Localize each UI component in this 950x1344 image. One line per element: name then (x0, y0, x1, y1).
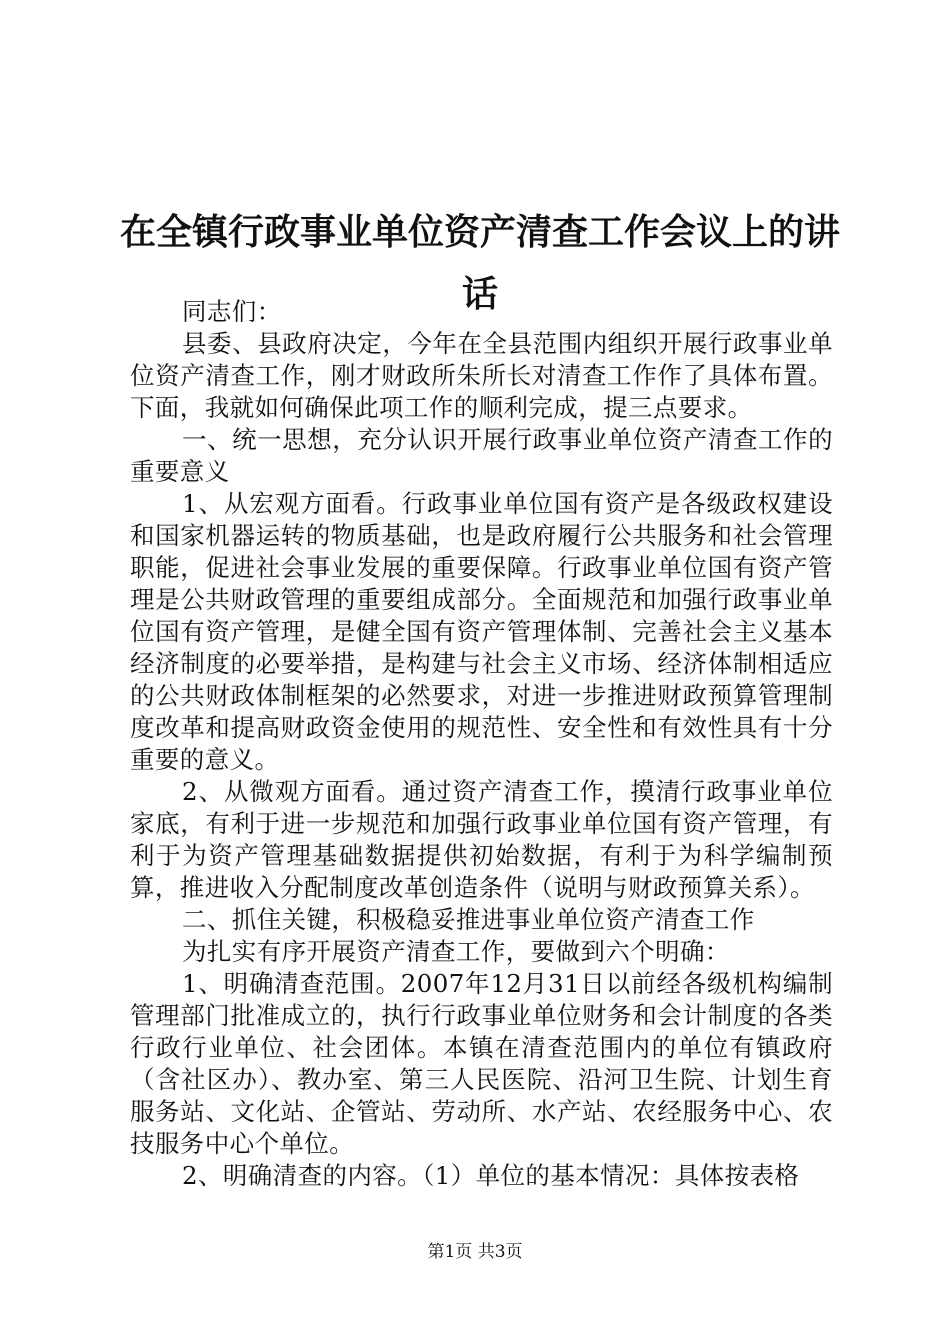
paragraph: 县委、县政府决定，今年在全县范围内组织开展行政事业单位资产清查工作，刚才财政所朱所长对清查工作作了具体布置。下面，我就如何确保此项工作的顺利完成，提三点要求。 (130, 329, 833, 422)
paragraph: 1、明确清查范围。2007年12月31日以前经各级机构编制管理部门批准成立的，执行行政事业单位财务和会计制度的各类行政行业单位、社会团体。本镇在清查范围内的单位有镇政府（含社区办）、教办室、第三人民医院、沿河卫生院、计划生育服务站、文化站、企管站、劳动所、水产站、农经服务中心、农技服务中心个单位。 (130, 969, 833, 1158)
paragraph: 2、从微观方面看。通过资产清查工作，摸清行政事业单位家底，有利于进一步规范和加强行政事业单位国有资产管理，有利于为资产管理基础数据提供初始数据，有利于为科学编制预算，推进收入分配制度改革创造条件（说明与财政预算关系）。 (130, 777, 833, 902)
paragraph: 2、明确清查的内容。（1）单位的基本情况：具体按表格 (182, 1161, 800, 1190)
paragraph: 1、从宏观方面看。行政事业单位国有资产是各级政权建设和国家机器运转的物质基础，也是政府履行公共服务和社会管理职能，促进社会事业发展的重要保障。行政事业单位国有资产管理是公共财政管理的重要组成部分。全面规范和加强行政事业单位国有资产管理，是健全国有资产管理体制、完善社会主义基本经济制度的必要举措，是构建与社会主义市场、经济体制相适应的公共财政体制框架的必然要求，对进一步推进财政预算管理制度改革和提高财政资金使用的规范性、安全性和有效性具有十分重要的意义。 (130, 489, 833, 774)
document-body (130, 296, 833, 1192)
salutation: 同志们： (182, 297, 282, 326)
section-heading: 一、统一思想，充分认识开展行政事业单位资产清查工作的重要意义 (130, 425, 833, 486)
page-footer: 第1页 共3页 (427, 1242, 523, 1262)
section-heading: 二、抓住关键，积极稳妥推进事业单位资产清查工作 (182, 905, 755, 934)
document-title: 在全镇行政事业单位资产清查工作会议上的讲话 (119, 212, 840, 316)
paragraph: 为扎实有序开展资产清查工作，要做到六个明确： (182, 937, 730, 966)
